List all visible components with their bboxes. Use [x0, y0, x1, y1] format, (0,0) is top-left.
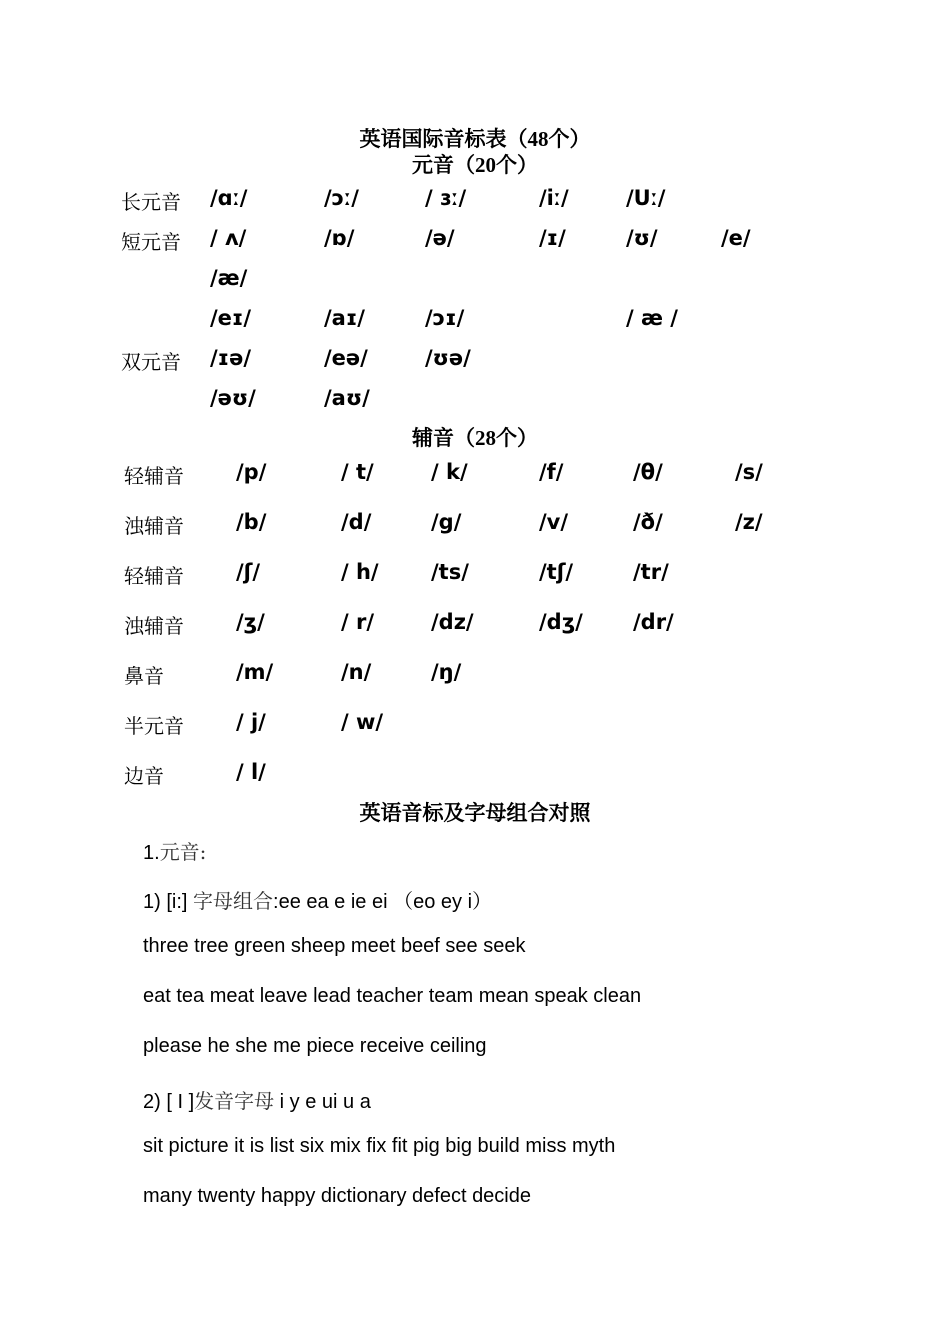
ipa-symbol: / k/: [431, 460, 468, 484]
ipa-symbol: /p/: [236, 460, 267, 484]
item-rest: :ee ea e ie ei （eo ey i）: [273, 891, 493, 913]
example-words: eat tea meat leave lead teacher team mean speak clean: [143, 985, 642, 1007]
ipa-symbol: /aɪ/: [324, 306, 365, 330]
ipa-symbol: /æ/: [210, 266, 248, 290]
ipa-symbol: / æ /: [626, 306, 678, 330]
ipa-symbol: /z/: [735, 510, 763, 534]
ipa-symbol: /eə/: [324, 346, 368, 370]
ipa-symbol: /ɑː/: [210, 186, 248, 210]
item-prefix: 2) [ I ]: [143, 1091, 195, 1113]
ipa-symbol: /tʃ/: [539, 560, 574, 584]
ipa-symbol: /ts/: [431, 560, 469, 584]
ipa-symbol: /əʊ/: [210, 386, 256, 410]
example-words: sit picture it is list six mix fix fit pig big build miss myth: [143, 1135, 616, 1157]
ipa-symbol: /ʊ/: [626, 226, 658, 250]
example-words: many twenty happy dictionary defect decide: [143, 1185, 531, 1207]
row-label: 边音: [124, 764, 164, 788]
row-label: 鼻音: [124, 664, 164, 688]
ipa-symbol: /f/: [539, 460, 564, 484]
ipa-symbol: /Uː/: [626, 186, 666, 210]
row-label: 短元音: [121, 230, 181, 254]
ipa-symbol: /ŋ/: [431, 660, 462, 684]
row-label: 浊辅音: [124, 514, 184, 538]
row-label: 双元音: [121, 350, 181, 374]
ipa-symbol: /aʊ/: [324, 386, 370, 410]
row-label: 轻辅音: [124, 564, 184, 588]
ipa-symbol: /v/: [539, 510, 569, 534]
item-cn: 字母组合: [193, 889, 274, 913]
item-heading: [143, 885, 492, 914]
ipa-symbol: /tr/: [633, 560, 669, 584]
ipa-symbol: /ɔɪ/: [425, 306, 465, 330]
comparison-heading: 英语音标及字母组合对照: [359, 801, 591, 825]
example-words: three tree green sheep meet beef see seek: [143, 935, 526, 957]
ipa-symbol: / w/: [341, 710, 384, 734]
item-heading: [143, 1085, 371, 1114]
ipa-symbol: /θ/: [633, 460, 663, 484]
vowels-heading: 元音（20个）: [412, 153, 538, 177]
ipa-symbol: /ɔː/: [324, 186, 359, 210]
ipa-symbol: /ʃ/: [236, 560, 261, 584]
ipa-symbol: / t/: [341, 460, 374, 484]
ipa-symbol: / ɜː/: [425, 186, 467, 210]
ipa-symbol: /dʒ/: [539, 610, 583, 634]
ipa-symbol: /ɪə/: [210, 346, 252, 370]
ipa-symbol: /b/: [236, 510, 267, 534]
page-title: 英语国际音标表（48个）: [359, 127, 591, 151]
section-title: 元音:: [159, 840, 207, 864]
section-number: 1.: [143, 842, 160, 864]
row-label: 半元音: [124, 714, 184, 738]
ipa-symbol: /ɒ/: [324, 226, 355, 250]
ipa-symbol: /m/: [236, 660, 274, 684]
item-cn: 发音字母: [194, 1089, 275, 1113]
row-label: 长元音: [121, 190, 181, 214]
ipa-symbol: /ə/: [425, 226, 455, 250]
ipa-symbol: / ʌ/: [210, 226, 247, 250]
row-label: 浊辅音: [124, 614, 184, 638]
ipa-symbol: /ɪ/: [539, 226, 566, 250]
ipa-symbol: /s/: [735, 460, 763, 484]
ipa-symbol: / j/: [236, 710, 266, 734]
ipa-symbol: /n/: [341, 660, 372, 684]
ipa-symbol: /ʒ/: [236, 610, 265, 634]
ipa-symbol: / r/: [341, 610, 375, 634]
ipa-symbol: /iː/: [539, 186, 569, 210]
item-rest: i y e ui u a: [274, 1091, 371, 1113]
ipa-symbol: /dr/: [633, 610, 674, 634]
ipa-symbol: / h/: [341, 560, 379, 584]
ipa-symbol: /g/: [431, 510, 462, 534]
section-label: [143, 836, 206, 865]
ipa-symbol: / l/: [236, 760, 266, 784]
ipa-symbol: /d/: [341, 510, 372, 534]
ipa-symbol: /e/: [721, 226, 751, 250]
item-prefix: 1) [i:]: [143, 891, 194, 913]
ipa-symbol: /ð/: [633, 510, 663, 534]
row-label: 轻辅音: [124, 464, 184, 488]
consonants-heading: 辅音（28个）: [412, 426, 538, 450]
ipa-symbol: /eɪ/: [210, 306, 252, 330]
ipa-symbol: /dz/: [431, 610, 474, 634]
example-words: please he she me piece receive ceiling: [143, 1035, 487, 1057]
ipa-symbol: /ʊə/: [425, 346, 471, 370]
